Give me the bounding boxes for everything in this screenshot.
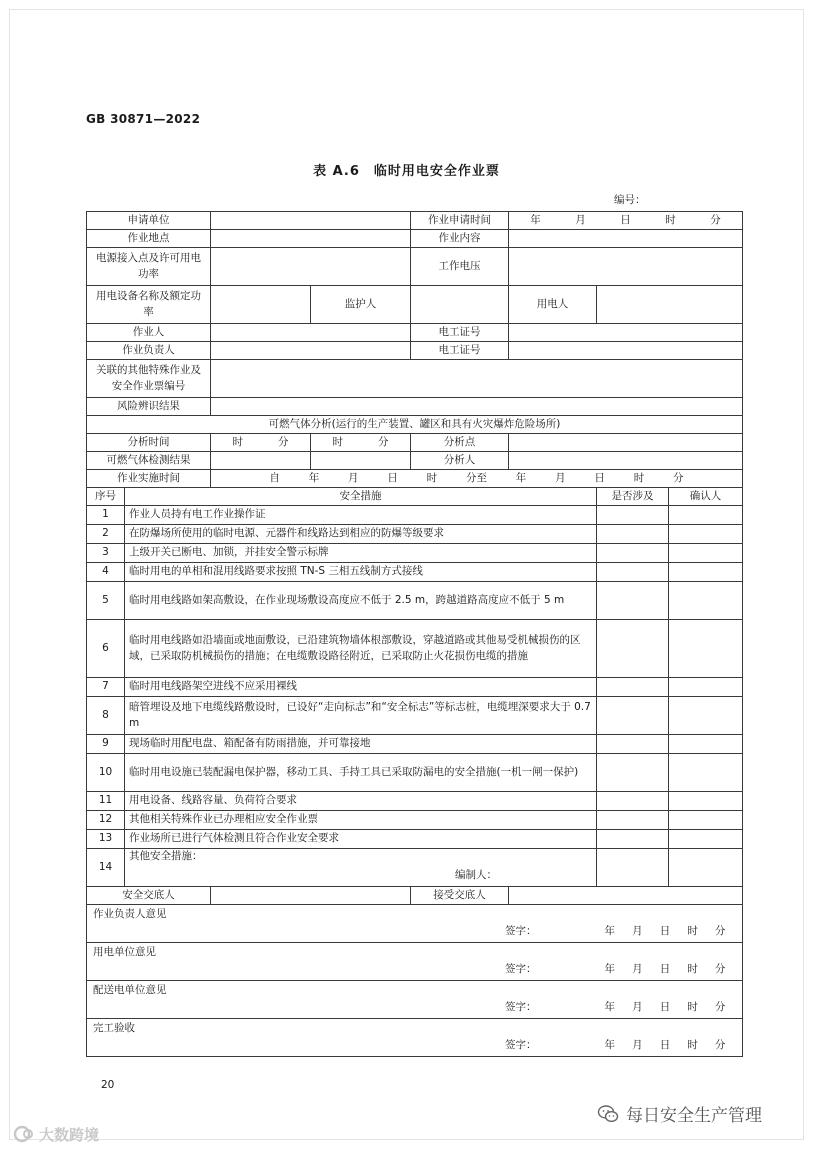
signature-label: 签字： bbox=[505, 925, 537, 938]
opinion-row bbox=[87, 1019, 743, 1057]
label-power-user: 用电人 bbox=[509, 286, 597, 324]
row-detection bbox=[87, 452, 743, 470]
impl-day-2: 日 bbox=[594, 471, 605, 484]
measure-involved[interactable] bbox=[597, 754, 669, 792]
signature-label: 签字： bbox=[505, 1039, 537, 1052]
form-title: 表 A.6 临时用电安全作业票 bbox=[313, 164, 500, 179]
measure-row bbox=[87, 582, 743, 620]
measure-involved[interactable] bbox=[597, 563, 669, 582]
measure-no: 1 bbox=[87, 506, 125, 525]
date-year: 年 bbox=[604, 963, 616, 976]
date-month: 月 bbox=[632, 963, 643, 976]
field-risk[interactable] bbox=[211, 398, 743, 416]
measure-text: 其他相关特殊作业已办理相应安全作业票 bbox=[125, 811, 597, 830]
measure-row bbox=[87, 792, 743, 811]
signature-label: 签字： bbox=[505, 1001, 537, 1014]
measure-confirm[interactable] bbox=[669, 678, 743, 697]
field-cert-no[interactable] bbox=[509, 324, 743, 342]
opinion-date bbox=[596, 924, 734, 940]
date-day: 日 bbox=[659, 1001, 671, 1014]
watermark-logo-icon bbox=[12, 1122, 36, 1146]
measure-confirm[interactable] bbox=[669, 754, 743, 792]
row-analysis-time bbox=[87, 434, 743, 452]
measure-confirm[interactable] bbox=[669, 506, 743, 525]
gas-section-title: 可燃气体分析(运行的生产装置、罐区和具有火灾爆炸危险场所) bbox=[87, 416, 743, 434]
measure-row bbox=[87, 697, 743, 735]
date-hour: 时 bbox=[687, 1001, 698, 1014]
signature-label: 签字： bbox=[505, 963, 537, 976]
date-hour: 时 bbox=[687, 925, 698, 938]
row-supervisor bbox=[87, 342, 743, 360]
date-minute: 分 bbox=[714, 1039, 726, 1052]
opinion-supervisor[interactable] bbox=[87, 905, 743, 943]
watermark-left bbox=[12, 1122, 99, 1146]
measure-text: 临时用电线路如沿墙面或地面敷设，已沿建筑物墙体根部敷设，穿越道路或其他易受机械损伤的区域，已采取防机械损伤的措施；在电缆敷设路径附近，已采取防止火花损伤电缆的措施 bbox=[125, 620, 597, 678]
measures-header-row bbox=[87, 488, 743, 506]
date-year: 年 bbox=[604, 1039, 616, 1052]
date-day: 日 bbox=[659, 963, 671, 976]
label-handover-giver: 安全交底人 bbox=[87, 887, 211, 905]
date-month: 月 bbox=[632, 1039, 643, 1052]
impl-month-1: 月 bbox=[348, 471, 359, 484]
row-gas-title bbox=[87, 416, 743, 434]
field-power-point[interactable] bbox=[211, 248, 411, 286]
row-related-tickets bbox=[87, 360, 743, 398]
opinion-row bbox=[87, 905, 743, 943]
label-impl-time: 作业实施时间 bbox=[87, 470, 211, 488]
measure-text: 上级开关已断电、加锁，并挂安全警示标牌 bbox=[125, 544, 597, 563]
measure-no: 5 bbox=[87, 582, 125, 620]
row-apply bbox=[87, 212, 743, 230]
impl-hour-1: 时 bbox=[426, 471, 438, 484]
field-handover-giver[interactable] bbox=[211, 887, 411, 905]
measure-row bbox=[87, 811, 743, 830]
measure-row bbox=[87, 563, 743, 582]
label-guardian: 监护人 bbox=[311, 286, 411, 324]
col-header-confirm: 确认人 bbox=[669, 488, 743, 506]
measure-involved[interactable] bbox=[597, 849, 669, 887]
watermark-right-text: 每日安全生产管理 bbox=[626, 1106, 762, 1126]
row-power-point bbox=[87, 248, 743, 286]
wechat-icon bbox=[596, 1102, 620, 1126]
label-work-voltage: 工作电压 bbox=[411, 248, 509, 286]
label-work-location: 作业地点 bbox=[87, 230, 211, 248]
measure-involved[interactable] bbox=[597, 525, 669, 544]
row-equipment bbox=[87, 286, 743, 324]
field-guardian[interactable] bbox=[411, 286, 509, 324]
row-risk bbox=[87, 398, 743, 416]
label-apply-unit: 申请单位 bbox=[87, 212, 211, 230]
work-ticket-table bbox=[86, 211, 743, 1057]
serial-number-label: 编号： bbox=[614, 194, 646, 206]
measure-confirm[interactable] bbox=[669, 544, 743, 563]
impl-year-2: 年 bbox=[515, 471, 527, 484]
field-apply-time[interactable] bbox=[509, 212, 743, 230]
measure-involved[interactable] bbox=[597, 811, 669, 830]
apply-year: 年 bbox=[530, 213, 541, 226]
field-work-content[interactable] bbox=[509, 230, 743, 248]
field-apply-unit[interactable] bbox=[211, 212, 411, 230]
opinion-completion[interactable] bbox=[87, 1019, 743, 1057]
apply-minute: 分 bbox=[710, 213, 721, 226]
label-worker: 作业人 bbox=[87, 324, 211, 342]
measure-involved[interactable] bbox=[597, 544, 669, 563]
measure-row bbox=[87, 735, 743, 754]
measure-row bbox=[87, 830, 743, 849]
field-analysis-point[interactable] bbox=[509, 434, 743, 452]
measure-no: 8 bbox=[87, 697, 125, 735]
date-day: 日 bbox=[659, 925, 671, 938]
measure-involved[interactable] bbox=[597, 830, 669, 849]
impl-month-2: 月 bbox=[555, 471, 566, 484]
watermark-right bbox=[596, 1101, 762, 1126]
analysis-minute-a: 分 bbox=[278, 435, 289, 448]
measure-text: 暗管埋设及地下电缆线路敷设时，已设好“走向标志”和“安全标志”等标志桩，电缆埋深要求大于 0.7 m bbox=[125, 697, 597, 735]
date-minute: 分 bbox=[714, 1001, 726, 1014]
watermark-left-text: 大数跨境 bbox=[39, 1125, 100, 1144]
measure-text-other[interactable] bbox=[125, 849, 597, 887]
measure-text: 用电设备、线路容量、负荷符合要求 bbox=[125, 792, 597, 811]
measure-text: 作业人员持有电工作业操作证 bbox=[125, 506, 597, 525]
measure-text: 临时用电线路架空进线不应采用裸线 bbox=[125, 678, 597, 697]
field-work-location[interactable] bbox=[211, 230, 411, 248]
field-detection-a[interactable] bbox=[211, 452, 311, 470]
measure-involved[interactable] bbox=[597, 697, 669, 735]
page-number: 20 bbox=[101, 1079, 115, 1091]
date-year: 年 bbox=[604, 1001, 616, 1014]
measure-row bbox=[87, 678, 743, 697]
opinion-date bbox=[596, 1000, 734, 1016]
label-work-content: 作业内容 bbox=[411, 230, 509, 248]
field-analysis-time-b[interactable] bbox=[311, 434, 411, 452]
date-month: 月 bbox=[632, 925, 643, 938]
opinion-label: 作业负责人意见 bbox=[93, 908, 167, 920]
measure-involved[interactable] bbox=[597, 582, 669, 620]
measure-confirm[interactable] bbox=[669, 735, 743, 754]
impl-hour-2: 时 bbox=[633, 471, 645, 484]
label-cert-no: 电工证号 bbox=[411, 324, 509, 342]
apply-month: 月 bbox=[575, 213, 586, 226]
field-worker[interactable] bbox=[211, 324, 411, 342]
opinion-row bbox=[87, 943, 743, 981]
measure-row bbox=[87, 544, 743, 563]
measure-row bbox=[87, 754, 743, 792]
label-supervisor: 作业负责人 bbox=[87, 342, 211, 360]
measure-involved[interactable] bbox=[597, 506, 669, 525]
col-header-involved: 是否涉及 bbox=[597, 488, 669, 506]
measure-no: 10 bbox=[87, 754, 125, 792]
opinion-distribution-unit[interactable] bbox=[87, 981, 743, 1019]
label-risk: 风险辨识结果 bbox=[87, 398, 211, 416]
label-analysis-point: 分析点 bbox=[411, 434, 509, 452]
label-analysis-time: 分析时间 bbox=[87, 434, 211, 452]
measure-confirm[interactable] bbox=[669, 811, 743, 830]
measure-row bbox=[87, 525, 743, 544]
apply-hour: 时 bbox=[665, 213, 676, 226]
date-year: 年 bbox=[604, 925, 616, 938]
measure-no: 9 bbox=[87, 735, 125, 754]
measure-text: 临时用电线路如架高敷设，在作业现场敷设高度应不低于 2.5 m，跨越道路高度应不低于 5 m bbox=[125, 582, 597, 620]
label-handover-receiver: 接受交底人 bbox=[411, 887, 509, 905]
measure-involved[interactable] bbox=[597, 792, 669, 811]
row-location bbox=[87, 230, 743, 248]
label-analyst: 分析人 bbox=[411, 452, 509, 470]
opinion-label: 完工验收 bbox=[93, 1022, 135, 1034]
field-impl-time[interactable] bbox=[211, 470, 743, 488]
analysis-hour-b: 时 bbox=[332, 435, 343, 448]
measure-no: 4 bbox=[87, 563, 125, 582]
measure-confirm[interactable] bbox=[669, 525, 743, 544]
measure-confirm[interactable] bbox=[669, 563, 743, 582]
impl-day-1: 日 bbox=[387, 471, 398, 484]
field-related-tickets[interactable] bbox=[211, 360, 743, 398]
measure-no: 11 bbox=[87, 792, 125, 811]
row-impl-time bbox=[87, 470, 743, 488]
measure-no: 6 bbox=[87, 620, 125, 678]
field-cert-no-2[interactable] bbox=[509, 342, 743, 360]
field-power-user[interactable] bbox=[597, 286, 743, 324]
measure-text: 其他安全措施： bbox=[129, 850, 203, 862]
label-equipment: 用电设备名称及额定功率 bbox=[87, 286, 211, 324]
date-minute: 分 bbox=[714, 963, 726, 976]
row-worker bbox=[87, 324, 743, 342]
standard-code: GB 30871—2022 bbox=[86, 112, 201, 126]
opinion-label: 配送电单位意见 bbox=[93, 984, 167, 996]
date-month: 月 bbox=[632, 1001, 643, 1014]
measure-involved[interactable] bbox=[597, 678, 669, 697]
opinion-row bbox=[87, 981, 743, 1019]
measure-confirm[interactable] bbox=[669, 697, 743, 735]
date-day: 日 bbox=[659, 1039, 671, 1052]
opinion-label: 用电单位意见 bbox=[93, 946, 156, 958]
date-hour: 时 bbox=[687, 1039, 698, 1052]
impl-year-1: 年 bbox=[308, 471, 320, 484]
measure-text: 作业场所已进行气体检测且符合作业安全要求 bbox=[125, 830, 597, 849]
measure-confirm[interactable] bbox=[669, 620, 743, 678]
measure-row bbox=[87, 849, 743, 887]
measure-text: 临时用电设施已装配漏电保护器，移动工具、手持工具已采取防漏电的安全措施(一机一闸一保护) bbox=[125, 754, 597, 792]
measure-no: 14 bbox=[87, 849, 125, 887]
field-handover-receiver[interactable] bbox=[509, 887, 743, 905]
opinion-date bbox=[596, 962, 734, 978]
impl-minute-2: 分 bbox=[673, 471, 684, 484]
measure-no: 2 bbox=[87, 525, 125, 544]
col-header-measure: 安全措施 bbox=[125, 488, 597, 506]
label-power-point: 电源接入点及许可用电功率 bbox=[87, 248, 211, 286]
label-detection-result: 可燃气体检测结果 bbox=[87, 452, 211, 470]
label-related-tickets: 关联的其他特殊作业及安全作业票编号 bbox=[87, 360, 211, 398]
measure-confirm[interactable] bbox=[669, 582, 743, 620]
measure-text: 在防爆场所使用的临时电源、元器件和线路达到相应的防爆等级要求 bbox=[125, 525, 597, 544]
measure-no: 12 bbox=[87, 811, 125, 830]
row-handover bbox=[87, 887, 743, 905]
measure-confirm[interactable] bbox=[669, 792, 743, 811]
opinion-power-unit[interactable] bbox=[87, 943, 743, 981]
analysis-hour-a: 时 bbox=[232, 435, 243, 448]
date-minute: 分 bbox=[714, 925, 726, 938]
measure-confirm[interactable] bbox=[669, 830, 743, 849]
date-hour: 时 bbox=[687, 963, 698, 976]
impl-from: 自 bbox=[269, 471, 280, 484]
measure-text: 现场临时用配电盘、箱配备有防雨措施，并可靠接地 bbox=[125, 735, 597, 754]
apply-day: 日 bbox=[620, 213, 631, 226]
col-header-no: 序号 bbox=[87, 488, 125, 506]
opinion-date bbox=[596, 1038, 734, 1054]
analysis-minute-b: 分 bbox=[378, 435, 389, 448]
compiler-label: 编制人： bbox=[455, 869, 497, 882]
field-supervisor[interactable] bbox=[211, 342, 411, 360]
measure-involved[interactable] bbox=[597, 620, 669, 678]
field-analysis-time-a[interactable] bbox=[211, 434, 311, 452]
field-equipment[interactable] bbox=[211, 286, 311, 324]
label-cert-no-2: 电工证号 bbox=[411, 342, 509, 360]
measure-no: 7 bbox=[87, 678, 125, 697]
measure-involved[interactable] bbox=[597, 735, 669, 754]
measure-text: 临时用电的单相和混用线路要求按照 TN-S 三相五线制方式接线 bbox=[125, 563, 597, 582]
measure-confirm[interactable] bbox=[669, 849, 743, 887]
field-work-voltage[interactable] bbox=[509, 248, 743, 286]
measure-no: 3 bbox=[87, 544, 125, 563]
measure-row bbox=[87, 620, 743, 678]
field-detection-b[interactable] bbox=[311, 452, 411, 470]
measure-no: 13 bbox=[87, 830, 125, 849]
impl-minute-to: 分至 bbox=[465, 471, 487, 484]
label-apply-time: 作业申请时间 bbox=[411, 212, 509, 230]
field-analyst[interactable] bbox=[509, 452, 743, 470]
measure-row bbox=[87, 506, 743, 525]
